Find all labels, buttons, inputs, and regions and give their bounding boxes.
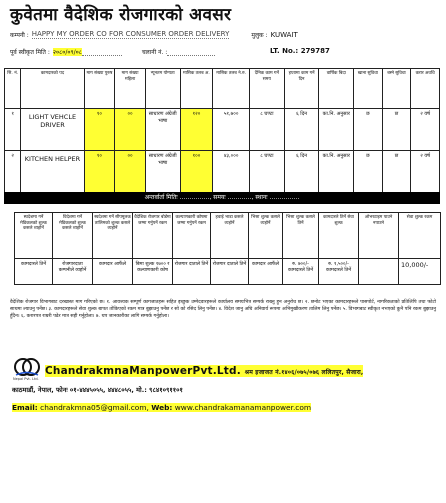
col-medical-abroad: विदेशमा गर्ने मेडिकलको शुल्क कसले व्यहोर्ने bbox=[53, 213, 93, 259]
col-visa-fee: भिसा शुल्क कसले व्यहोर्ने bbox=[249, 213, 283, 259]
col-qualification: न्यूनतम योग्यता bbox=[145, 69, 180, 109]
cost-table-header bbox=[15, 213, 441, 259]
country-value: KUWAIT bbox=[270, 30, 298, 39]
cell-male: १० bbox=[84, 151, 115, 193]
col-food: खाना सुविधा bbox=[354, 69, 383, 109]
chalani-dots bbox=[167, 48, 215, 56]
cell-leave: का.नि. अनुसार bbox=[319, 151, 354, 193]
job-table bbox=[4, 68, 440, 193]
cell-qualification: साधारण अंग्रेजी भाषा bbox=[145, 151, 180, 193]
col-salary: मासिक तलब अ. bbox=[180, 69, 213, 109]
company-line bbox=[10, 30, 298, 39]
chalani-label: चलानी नं. : bbox=[141, 49, 168, 56]
cell-overtime bbox=[359, 259, 399, 285]
contact-separator: , bbox=[146, 403, 149, 412]
web-label: Web: bbox=[151, 403, 173, 412]
cell-days: ६ दिन bbox=[284, 109, 319, 151]
col-visa-pay: भिसा शुल्क कसले तिर्ने bbox=[283, 213, 319, 259]
cell-sn: १ bbox=[5, 109, 21, 151]
lt-label: LT. No.: bbox=[270, 47, 299, 55]
col-overtime: ओभरटाइम पाउने नपाउने bbox=[359, 213, 399, 259]
cell-stay: छ bbox=[382, 109, 411, 151]
page-title: कुवेतमा वैदेशिक रोजगारको अवसर bbox=[10, 5, 232, 25]
cell-food: छ bbox=[354, 151, 383, 193]
col-training: स्वदेशमा गर्ने सीपमूलक तालिमको शुल्क कसले व्यहोर्ने bbox=[93, 213, 133, 259]
interview-band: अन्तर्वार्ता मितिः ……………, समयः …………, स्थानः …………… bbox=[4, 192, 440, 204]
cell-sn: २ bbox=[5, 151, 21, 193]
col-contract: करार अवधि bbox=[411, 69, 440, 109]
col-medical-home: स्वदेशमा गर्ने मेडिकलको शुल्क कसले व्यहोर्ने bbox=[15, 213, 53, 259]
cell-service-fee: रु. १,५००/- कामदारले तिर्ने bbox=[319, 259, 359, 285]
table-row bbox=[15, 259, 441, 285]
cell-job: LIGHT VEHCLE DRIVER bbox=[21, 109, 84, 151]
lt-value: 279787 bbox=[300, 47, 330, 55]
cell-training: कामदार आफैंले bbox=[93, 259, 133, 285]
country-label: मुलुक : bbox=[251, 31, 268, 39]
terms-paragraph: वैदेशिक रोजगार विभागबाट दरखास्त माग गरिएको छ। १. आवश्यक सम्पूर्ण कागजातहरू सहित इच्छुक उम्मेदवारहरूले कार्यालय समयभित्र सम्पर्क राख्नु हुन अनुरोध छ। २. छनोट भएका कामदारहरूले पासपोर्ट, नागरिकताको प्रतिलिपि तथा फोटो साथमा ल्याउनु पर्नेछ। ३. कामदारहरूले सेवा शुल्क बापत तोकिएको रकम मात्र बुझाउनु पर्नेछ र सो को रसिद लिनु पर्नेछ। ४. विदेश जानु अघि अनिवार्य रूपमा अभिमुखीकरण तालिम लिनु पर्नेछ। ५. विभागबाट स्वीकृत नभएको कुनै पनि रकम बुझाउनु हुँदैन। ६. करारपत्र राम्ररी पढेर मात्र सही गर्नुहोला। ७. थप जानकारीका लागि सम्पर्क गर्नुहोला। bbox=[10, 300, 436, 320]
col-male: माग संख्या पुरुष bbox=[84, 69, 115, 109]
cell-hours: ८ घण्टा bbox=[250, 151, 285, 193]
col-leave: वार्षिक बिदा bbox=[319, 69, 354, 109]
approval-date: २०८०/०९/०८ bbox=[52, 49, 82, 56]
web-link[interactable]: www.chandrakamanamanpower.com bbox=[174, 403, 312, 412]
table-row bbox=[5, 109, 440, 151]
approval-line bbox=[10, 48, 438, 56]
cell-contract: २ वर्ष bbox=[411, 109, 440, 151]
col-service-amount: सेवा शुल्क रकम bbox=[399, 213, 441, 259]
cell-contract: २ वर्ष bbox=[411, 151, 440, 193]
approval-dots bbox=[82, 48, 122, 56]
col-female: माग संख्या महिला bbox=[115, 69, 146, 109]
cell-salary-npr: ४३,००० bbox=[213, 151, 250, 193]
col-job: कामदारको पद bbox=[21, 69, 84, 109]
cost-table bbox=[14, 212, 441, 285]
job-table-header bbox=[5, 69, 440, 109]
cell-visa-pay: रु. ७००/- कामदारले तिर्ने bbox=[283, 259, 319, 285]
cell-salary: १०० bbox=[180, 151, 213, 193]
col-service-fee: कामदारले तिर्ने सेवा शुल्क bbox=[319, 213, 359, 259]
col-hours: दैनिक काम गर्ने समय bbox=[250, 69, 285, 109]
email-link[interactable]: chandrakmna05@gmail.com bbox=[40, 403, 147, 412]
cell-female: ०० bbox=[115, 109, 146, 151]
email-label: Email: bbox=[12, 403, 38, 412]
cell-service-amount: 10,000/- bbox=[399, 259, 441, 285]
col-board-deposit: वैदेशिक रोजगार बोर्डमा जम्मा गर्नुपर्ने रकम bbox=[133, 213, 173, 259]
col-days: हप्तामा काम गर्ने दिन bbox=[284, 69, 319, 109]
table-row bbox=[5, 151, 440, 193]
cell-stay: छ bbox=[382, 151, 411, 193]
cell-medical-home: कामदारले तिर्ने bbox=[15, 259, 53, 285]
company-label: कम्पनी : bbox=[10, 31, 29, 39]
cell-days: ६ दिन bbox=[284, 151, 319, 193]
company-value: HAPPY MY ORDER CO FOR CONSUMER ORDER DELIVERY bbox=[31, 30, 230, 38]
logo-subtext: Nepal Pvt. Ltd. bbox=[13, 377, 39, 381]
lt-number bbox=[270, 47, 330, 55]
company-name bbox=[45, 365, 363, 377]
cell-job: KITCHEN HELPER bbox=[21, 151, 84, 193]
contact-line bbox=[12, 403, 311, 412]
col-sn: सि. नं. bbox=[5, 69, 21, 109]
cell-board-deposit: बिमा शुल्क १७०० र कल्याणकारी कोष bbox=[133, 259, 173, 285]
cell-food: छ bbox=[354, 109, 383, 151]
company-logo-icon bbox=[14, 357, 40, 377]
cell-salary: १२० bbox=[180, 109, 213, 151]
col-airfare: हवाई भाडा कसले व्यहोर्ने bbox=[211, 213, 249, 259]
cell-hours: ८ घण्टा bbox=[250, 109, 285, 151]
company-name-text: ChandrakmnaManpowerPvt.Ltd. bbox=[45, 365, 241, 377]
cell-airfare: रोजगार दाताले तिर्ने bbox=[211, 259, 249, 285]
col-welfare-fund: कल्याणकारी कोषमा जम्मा गर्नुपर्ने रकम bbox=[173, 213, 211, 259]
col-stay: बस्ने सुविधा bbox=[382, 69, 411, 109]
approval-label: पूर्व स्वीकृत मिति : bbox=[10, 49, 50, 56]
cell-welfare-fund: रोजगार दाताले तिर्ने bbox=[173, 259, 211, 285]
address-line: काठमाडौं, नेपाल, फोनः ०१-४४४५०५५, ४४४८०५५, मो.: ९८४१०९११०१ bbox=[12, 386, 183, 394]
license-text: श्रम इजाजत नं.१४०६/०७५/०७६ ललितपुर, सैजारा, bbox=[244, 369, 364, 376]
cell-male: १० bbox=[84, 109, 115, 151]
cell-medical-abroad: रोजगारदाता कम्पनीले व्यहोर्ने bbox=[53, 259, 93, 285]
cell-qualification: साधारण अंग्रेजी भाषा bbox=[145, 109, 180, 151]
col-salary-npr: मासिक तलब ने.रु. bbox=[213, 69, 250, 109]
cell-visa-fee: कामदार आफैंले bbox=[249, 259, 283, 285]
cell-salary-npr: ५१,७०० bbox=[213, 109, 250, 151]
cell-female: ०० bbox=[115, 151, 146, 193]
cell-leave: का.नि. अनुसार bbox=[319, 109, 354, 151]
